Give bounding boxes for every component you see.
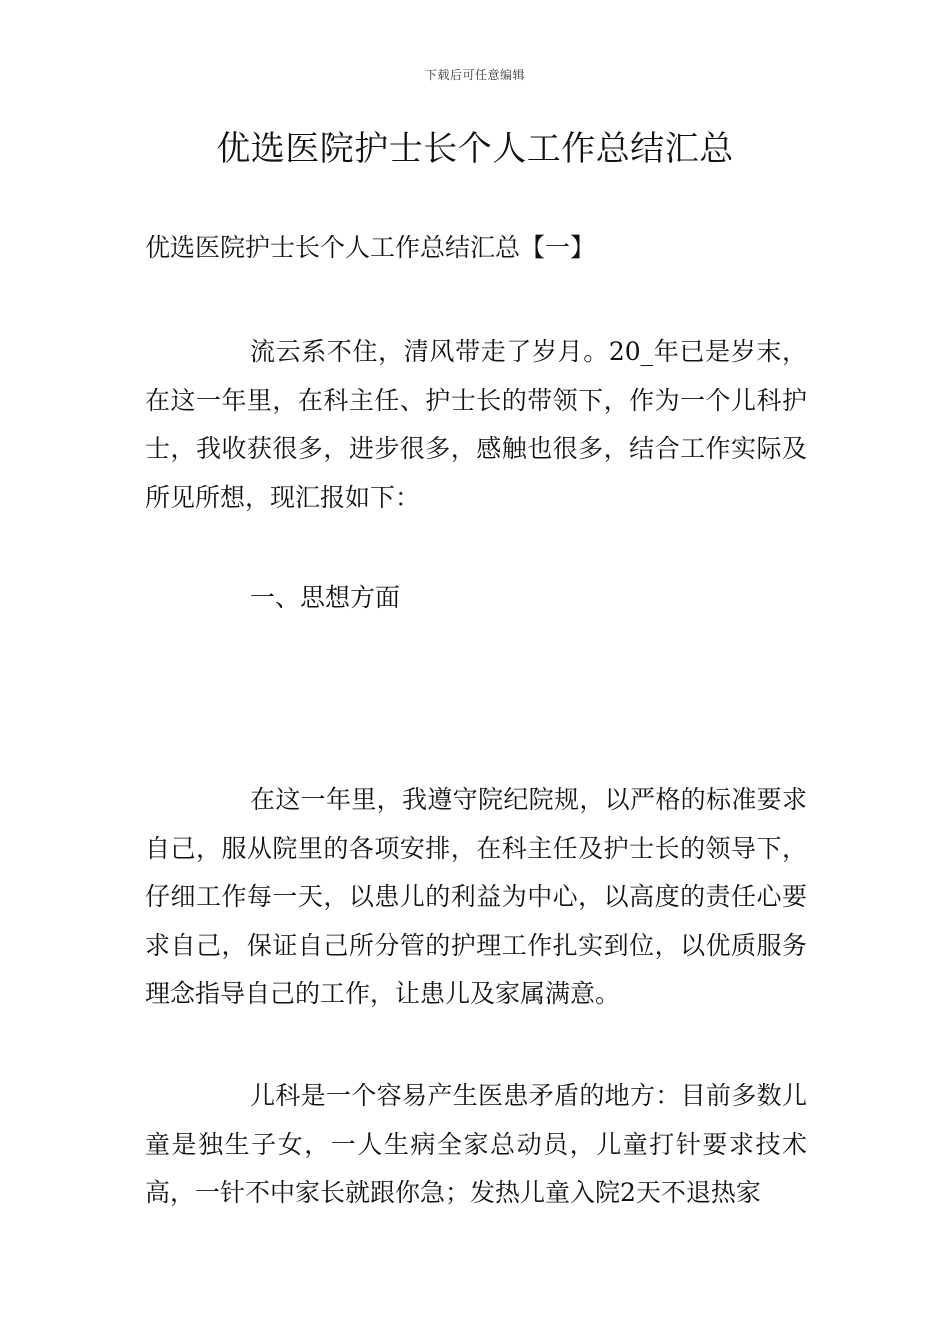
subheading-thought: 一、思想方面: [250, 583, 401, 612]
header-note: 下载后可任意编辑: [424, 68, 525, 82]
paragraph-discipline: 在这一年里，我遵守院纪院规，以严格的标准要求自己，服从院里的各项安排，在科主任及护士长的领导下，仔细工作每一天，以患儿的利益为中心，以高度的责任心要求自己，保证自己所分管的护理工作扎实到位，以优质服务理念指导自己的工作，让患儿及家属满意。: [145, 785, 807, 1008]
paragraph-pediatrics: 儿科是一个容易产生医患矛盾的地方：目前多数儿童是独生子女，一人生病全家总动员，儿童打针要求技术高，一针不中家长就跟你急；发热儿童入院2天不退热家: [145, 1081, 807, 1207]
paragraph-intro: 流云系不住，清风带走了岁月。20_年已是岁末，在这一年里，在科主任、护士长的带领下，作为一个儿科护士，我收获很多，进步很多，感触也很多，结合工作实际及所见所想，现汇报如下：: [145, 337, 807, 512]
section-heading: 优选医院护士长个人工作总结汇总【一】: [145, 233, 596, 262]
document-title: 优选医院护士长个人工作总结汇总: [216, 129, 734, 169]
